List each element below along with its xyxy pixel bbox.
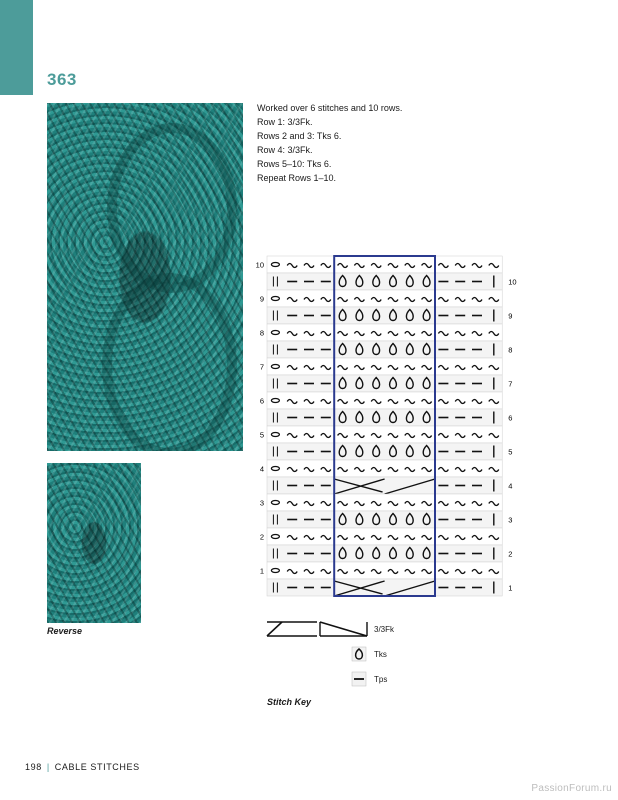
instruction-line: Rows 2 and 3: Tks 6. [257, 131, 342, 141]
chart-row [267, 290, 502, 307]
stitch-key [262, 618, 422, 698]
left-row-number: 5 [259, 430, 264, 440]
instruction-line: Row 4: 3/3Fk. [257, 145, 313, 155]
page-number: 198 [25, 762, 42, 772]
cross-cable-3-3-icon [267, 622, 367, 636]
instruction-line: Worked over 6 stitches and 10 rows. [257, 103, 403, 113]
right-row-number: 5 [508, 447, 513, 457]
right-row-number: 7 [508, 379, 513, 389]
photo-caption: Reverse [47, 626, 83, 636]
chart-row [267, 341, 502, 358]
chart-row [267, 358, 502, 375]
purl-dash-icon [352, 672, 366, 686]
chart-row [267, 273, 502, 290]
left-row-number: 8 [259, 328, 264, 338]
right-row-number: 10 [508, 277, 517, 287]
right-row-number: 4 [508, 481, 513, 491]
chart-row [267, 545, 502, 562]
chart-row [267, 256, 502, 273]
key-label-cable: 3/3Fk [374, 625, 395, 634]
left-row-number: 4 [259, 464, 264, 474]
pattern-number: 363 [47, 70, 77, 89]
key-label-tks: Tks [374, 650, 387, 659]
left-row-number: 7 [259, 362, 264, 372]
chart-row [267, 562, 502, 579]
chart-row [267, 324, 502, 341]
right-row-number: 2 [508, 549, 513, 559]
key-title: Stitch Key [267, 697, 312, 707]
chart-row [267, 409, 502, 426]
left-row-number: 9 [259, 294, 264, 304]
instructions [257, 101, 402, 185]
chart-row [267, 307, 502, 324]
chart-row [267, 528, 502, 545]
left-row-number: 6 [259, 396, 264, 406]
chart-row [267, 375, 502, 392]
left-row-number: 2 [259, 532, 264, 542]
watermark: PassionForum.ru [531, 783, 612, 794]
swatch-photo-main [47, 103, 243, 451]
cable-shading [102, 273, 237, 451]
left-row-number: 10 [255, 260, 264, 270]
right-row-number: 8 [508, 345, 513, 355]
twisted-knit-loop-icon [352, 647, 366, 661]
chart-row [267, 426, 502, 443]
stitch-chart-svg [255, 252, 525, 602]
right-row-number: 6 [508, 413, 513, 423]
left-row-number: 3 [259, 498, 264, 508]
chart-row [267, 392, 502, 409]
cable-shading [107, 123, 237, 293]
instruction-line: Repeat Rows 1–10. [257, 173, 337, 183]
chart-row [267, 511, 502, 528]
chart-row [267, 443, 502, 460]
left-row-number: 1 [259, 566, 264, 576]
chart-row [267, 460, 502, 477]
stitch-key-symbols [262, 618, 422, 698]
instruction-line: Row 1: 3/3Fk. [257, 117, 313, 127]
right-row-number: 3 [508, 515, 513, 525]
accent-bar [0, 0, 33, 95]
footer-separator: | [46, 762, 50, 772]
right-row-number: 1 [508, 583, 513, 593]
page-footer [25, 762, 140, 772]
key-label-tps: Tps [374, 675, 388, 684]
chart-row [267, 494, 502, 511]
swatch-photo-reverse [47, 463, 141, 623]
stitch-chart [255, 252, 525, 602]
instruction-line: Rows 5–10: Tks 6. [257, 159, 332, 169]
right-row-number: 9 [508, 311, 513, 321]
section-title: CABLE STITCHES [54, 762, 140, 772]
